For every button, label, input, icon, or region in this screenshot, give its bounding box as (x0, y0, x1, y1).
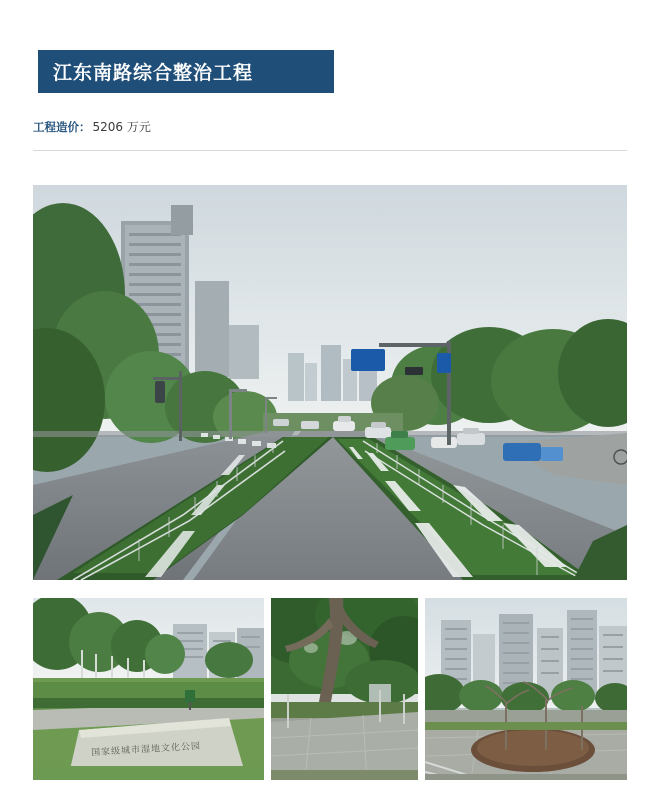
park-monument-photo (33, 598, 264, 780)
cost-label: 工程造价： (33, 120, 91, 134)
cost-value: 5206 万元 (92, 120, 151, 134)
tree-walkway-photo (271, 598, 418, 780)
project-title-banner (33, 50, 334, 93)
main-street-photo (33, 185, 627, 580)
page-title: 江东南路综合整治工程 (53, 62, 254, 84)
photo-thumbnail-row (33, 598, 627, 780)
monument-inscription: 国家级城市湿地文化公园 (90, 741, 202, 759)
residential-greening-photo (425, 598, 627, 780)
project-cost-row (33, 118, 151, 135)
header-divider (33, 150, 627, 151)
